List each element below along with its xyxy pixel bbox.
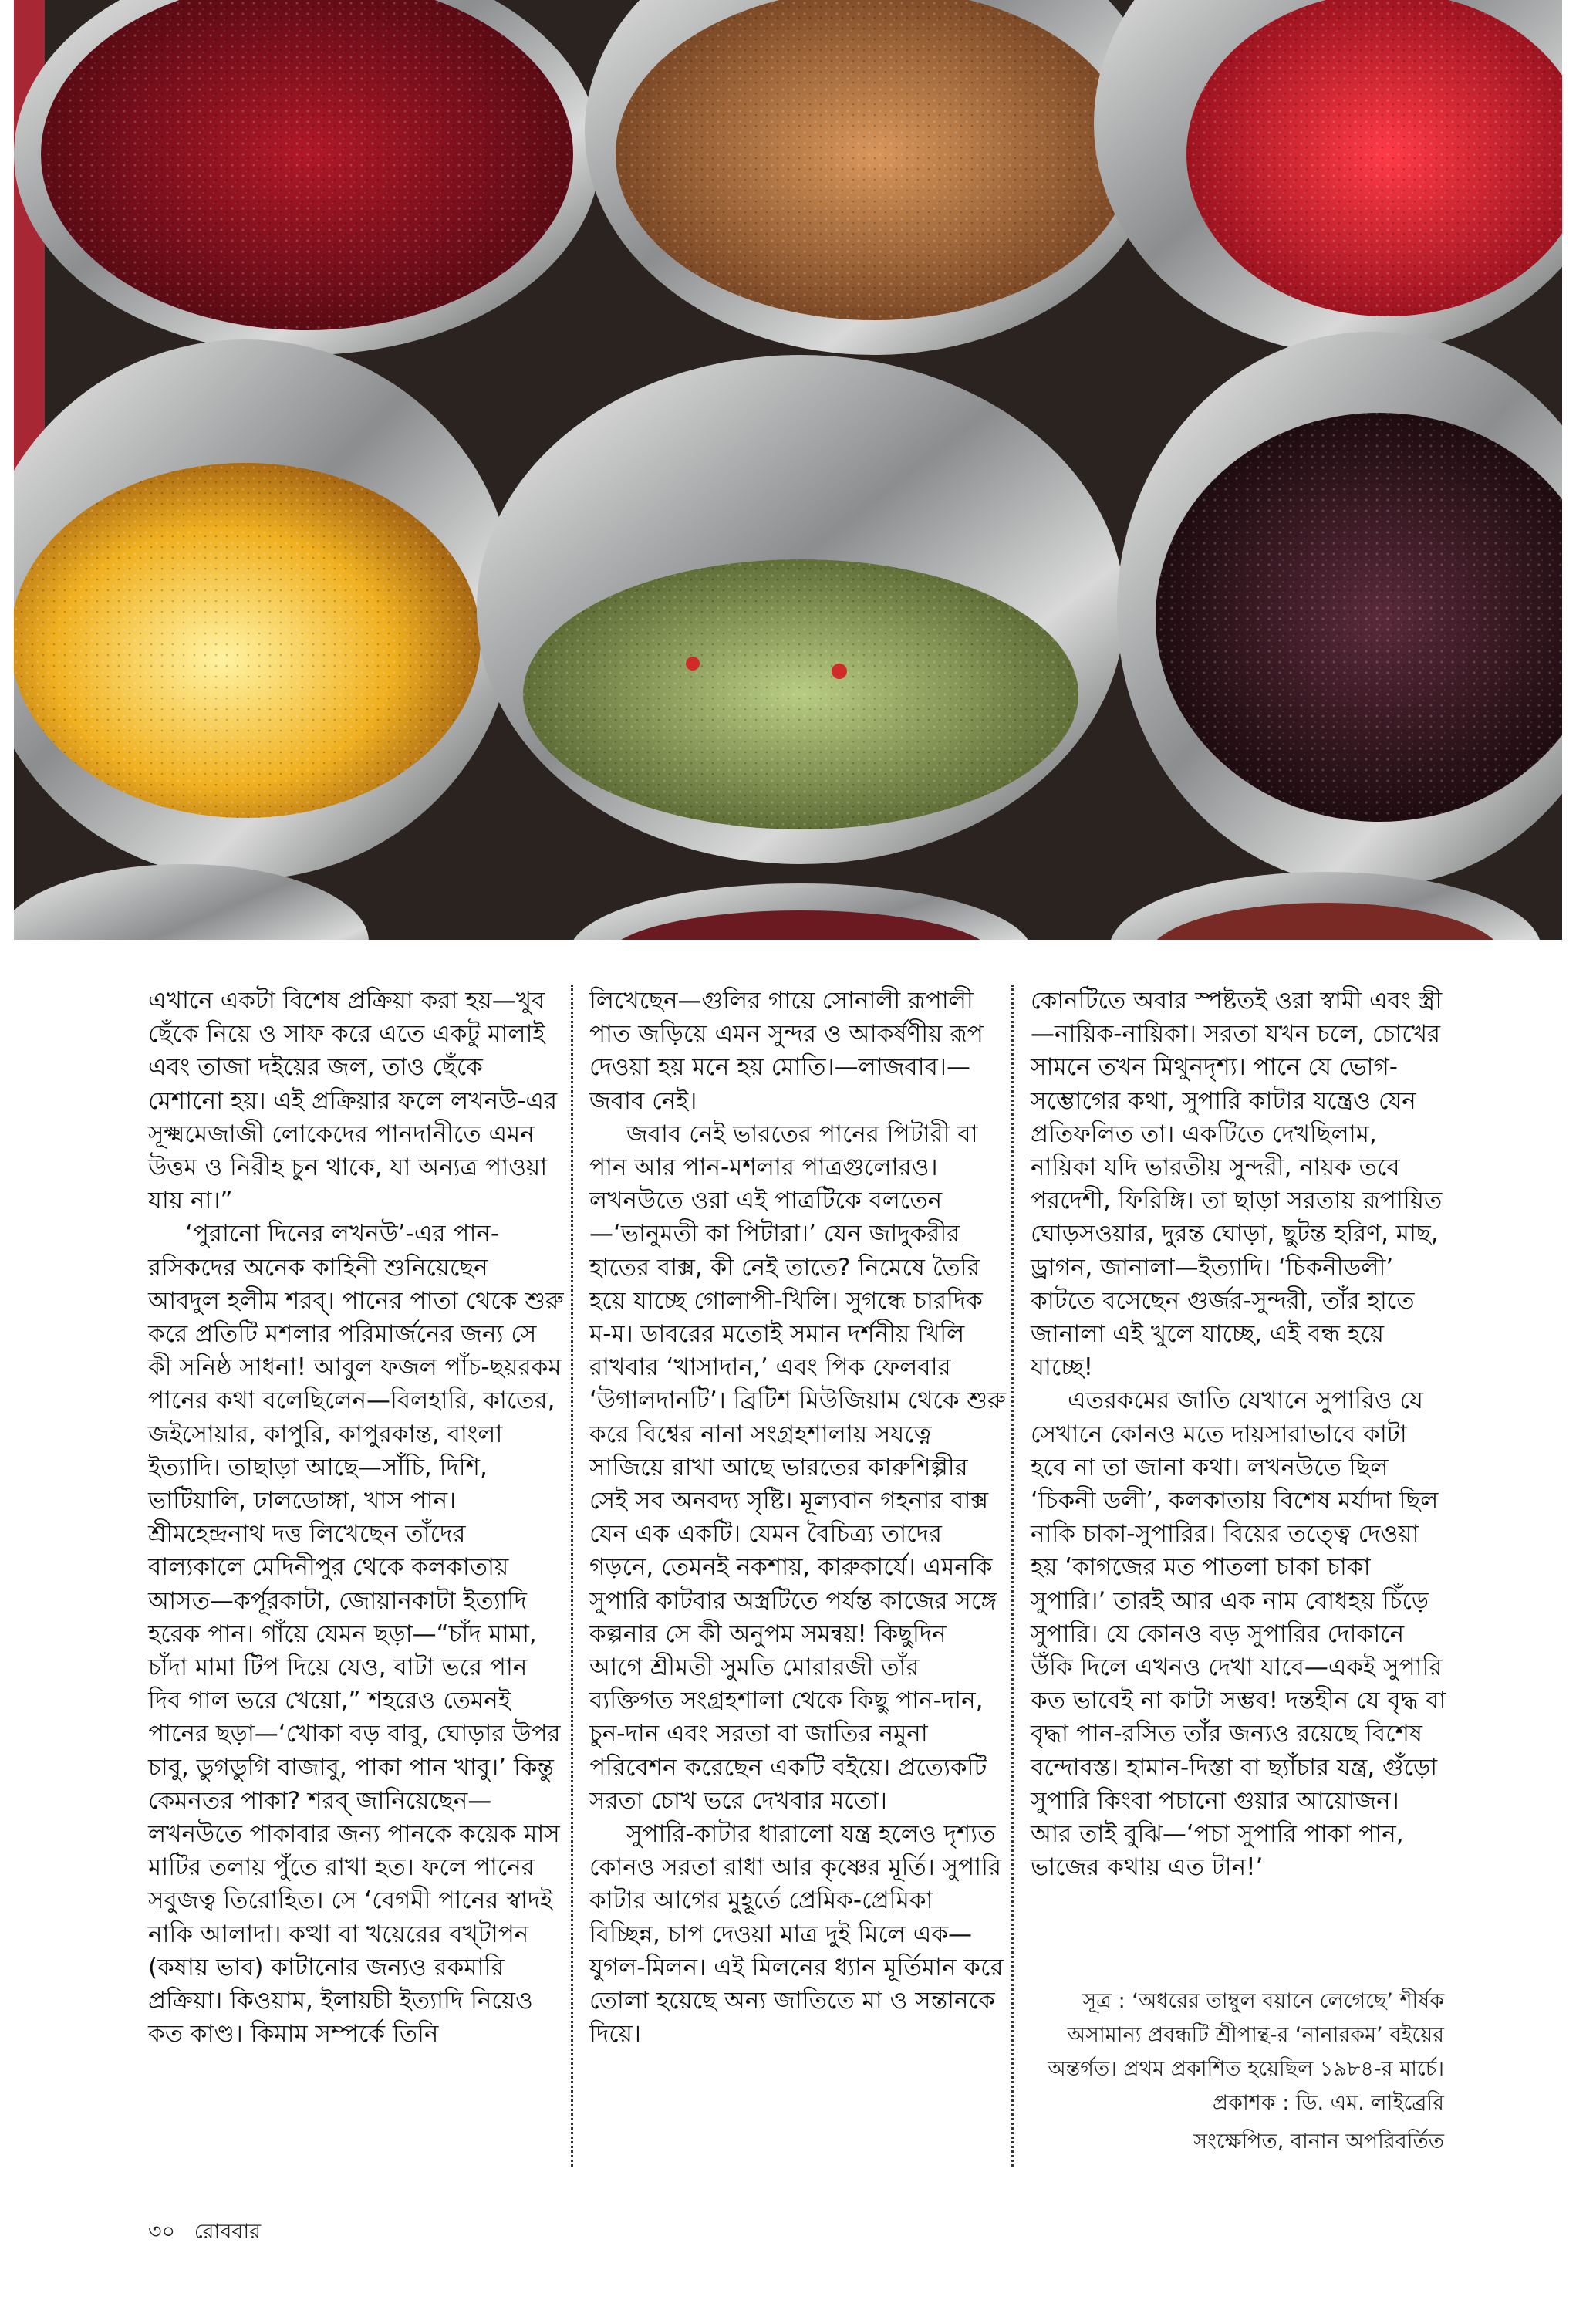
section-name: রোববার — [194, 2220, 262, 2244]
page-number: ৩০ — [148, 2220, 176, 2244]
paragraph: সুপারি-কাটার ধারালো যন্ত্র হলেও দৃশ্যত কোনও সরতা রাধা আর কৃষ্ণের মূর্তি। সুপারি কাটার আগের মুহূর্তে প্রেমিক-প্রেমিকা বিচ্ছিন্ন, চাপ দেওয়া মাত্র দুই মিলে এক—যুগল-মিলন। এই মিলনের ধ্যান মূর্তিমান করে তোলা হয়েছে অন্য জাতিতে মা ও সন্তানকে দিয়ে। — [589, 1820, 1004, 2049]
source-citation: সূত্র : ‘অধরের তাম্বুল বয়ানে লেগেছে’ শীর্ষক অসামান্য প্রবন্ধটি শ্রীপান্থ-র ‘নানারকম’ বইয়ের অন্তর্গত। প্রথম প্রকাশিত হয়েছিল ১৯৮৪-র মার্চে। প্রকাশক : ডি. এম. লাইব্রেরি — [1048, 1989, 1444, 2115]
abridged-note: সংক্ষেপিত, বানান অপরিবর্তিত — [1193, 2130, 1444, 2153]
paragraph: এখানে একটা বিশেষ প্রক্রিয়া করা হয়—খুব ছেঁকে নিয়ে ও সাফ করে এতে একটু মালাই এবং তাজা দইয়ের জল, তাও ছেঁকে মেশানো হয়। এই প্রক্রিয়ার ফলে লখনউ-এর সূক্ষ্মমেজাজী লোকেদের পানদানীতে এমন উত্তম ও নিরীহ চুন থাকে, যা অন্যত্র পাওয়া যায় না।” — [148, 987, 558, 1215]
source-note — [1031, 1985, 1444, 2159]
paragraph: জবাব নেই ভারতের পানের পিটারী বা পান আর পান-মশলার পাত্রগুলোরও। লখনউতে ওরা এই পাত্রটিকে বলতেন—‘ভানুমতী কা পিটারা।’ যেন জাদুকরীর হাতের বাক্স, কী নেই তাতে? নিমেষে তৈরি হয়ে যাচ্ছে গোলাপী-খিলি। সুগন্ধে চারদিক ম-ম। ডাবরের মতোই সমান দর্শনীয় খিলি রাখবার ‘খাসাদান,’ এবং পিক ফেলবার ‘উগালদানটি’। ব্রিটিশ মিউজিয়াম থেকে শুরু করে বিশ্বের নানা সংগ্রহশালায় সযত্নে সাজিয়ে রাখা আছে ভারতের কারুশিল্পীর সেই সব অনবদ্য সৃষ্টি। মূল্যবান গহনার বাক্স যেন এক একটি। যেমন বৈচিত্র্য তাদের গড়নে, তেমনই নকশায়, কারুকার্যে। এমনকি সুপারি কাটবার অস্ত্রটিতে পর্যন্ত কাজের সঙ্গে কল্পনার সে কী অনুপম সমন্বয়! কিছুদিন আগে শ্রীমতী সুমতি মোরারজী তাঁর ব্যক্তিগত সংগ্রহশালা থেকে কিছু পান-দান, চুন-দান এবং সরতা বা জাতির নমুনা পরিবেশন করেছেন একটি বইয়ে। প্রত্যেকটি সরতা চোখ ভরে দেখবার মতো। — [589, 1120, 1006, 1815]
spice-tins-photo — [14, 0, 1562, 940]
column-divider — [571, 985, 573, 2167]
article-column-3 — [1031, 985, 1447, 1884]
paragraph: ‘পুরানো দিনের লখনউ’-এর পান-রসিকদের অনেক কাহিনী শুনিয়েছেন আবদুল হলীম শরব্। পানের পাতা থেকে শুরু করে প্রতিটি মশলার পরিমার্জনের জন্য সে কী সনিষ্ঠ সাধনা! আবুল ফজল পাঁচ-ছয়রকম পানের কথা বলেছিলেন—বিলহারি, কাতের, জইসোয়ার, কাপুরি, কাপুরকান্ত, বাংলা ইত্যাদি। তাছাড়া আছে—সাঁচি, দিশি, ভাটিয়ালি, ঢালডোঙ্গা, খাস পান। শ্রীমহেন্দ্রনাথ দত্ত লিখেছেন তাঁদের বাল্যকালে মেদিনীপুর থেকে কলকাতায় আসত—কর্পূরকাটা, জোয়ানকাটা ইত্যাদি হরেক পান। গাঁয়ে যেমন ছড়া—“চাঁদ মামা, চাঁদা মামা টিপ দিয়ে যেও, বাটা ভরে পান দিব গাল ভরে খেয়ো,” শহরেও তেমনই পানের ছড়া—‘খোকা বড় বাবু, ঘোড়ার উপর চাবু, ডুগডুগি বাজাবু, পাকা পান খাবু।’ কিন্তু কেমনতর পাকা? শরব্ জানিয়েছেন—লখনউতে পাকাবার জন্য পানকে কয়েক মাস মাটির তলায় পুঁতে রাখা হত। ফলে পানের সবুজত্ব তিরোহিত। সে ‘বেগমী পানের স্বাদই নাকি আলাদা। কত্থা বা খয়েরের বখ্‌টাপন (কষায় ভাব) কাটানোর জন্যও রকমারি প্রক্রিয়া। কিওয়াম, ইলায়চী ইত্যাদি নিয়েও কত কাণ্ড। কিমাম সম্পর্কে তিনি — [148, 1220, 564, 2049]
column-divider — [1011, 985, 1014, 2167]
paragraph: কোনটিতে অবার স্পষ্টতই ওরা স্বামী এবং স্ত্রী—নায়িক-নায়িকা। সরতা যখন চলে, চোখের সামনে তখন মিথুনদৃশ্য। পানে যে ভোগ-সম্ভোগের কথা, সুপারি কাটার যন্ত্রেও যেন প্রতিফলিত তা। একটিতে দেখছিলাম, নায়িকা যদি ভারতীয় সুন্দরী, নায়ক তবে পরদেশী, ফিরিঙ্গি। তা ছাড়া সরতায় রূপায়িত ঘোড়সওয়ার, দুরন্ত ঘোড়া, ছুটন্ত হরিণ, মাছ, ড্রাগন, জানালা—ইত্যাদি। ‘চিকনীডলী’ কাটতে বসেছেন গুর্জর-সুন্দরী, তাঁর হাতে জানালা এই খুলে যাচ্ছে, এই বন্ধ হয়ে যাচ্ছে! — [1031, 987, 1443, 1382]
article-column-2 — [589, 985, 1006, 2052]
spice-tins-illustration — [14, 0, 1562, 940]
paragraph: এতরকমের জাতি যেখানে সুপারিও যে সেখানে কোনও মতে দায়সারাভাবে কাটা হবে না তা জানা কথা। লখনউতে ছিল ‘চিকনী ডলী’, কলকাতায় বিশেষ মর্যাদা ছিল নাকি চাকা-সুপারির। বিয়ের তত্ত্বে দেওয়া হয় ‘কাগজের মত পাতলা চাকা চাকা সুপারি।’ তারই আর এক নাম বোধহয় চিঁড়ে সুপারি। যে কোনও বড় সুপারির দোকানে উঁকি দিলে এখনও দেখা যাবে—একই সুপারি কত ভাবেই না কাটা সম্ভব! দন্তহীন যে বৃদ্ধ বা বৃদ্ধা পান-রসিত তাঁর জন্যও রয়েছে বিশেষ বন্দোবস্ত। হামান-দিস্তা বা ছ্যাঁচার যন্ত্র, গুঁড়ো সুপারি কিংবা পচানো গুয়ার আয়োজন। আর তাই বুঝি—‘পচা সুপারি পাকা পান, ভাজের কথায় এত টান!’ — [1031, 1387, 1446, 1882]
paragraph: লিখেছেন—গুলির গায়ে সোনালী রূপালী পাত জড়িয়ে এমন সুন্দর ও আকর্ষণীয় রূপ দেওয়া হয় মনে হয় মোতি।—লাজবাব।—জবাব নেই। — [589, 987, 984, 1115]
page-folio — [148, 2216, 261, 2251]
tin-green — [477, 355, 1125, 864]
article-column-1 — [148, 985, 565, 2052]
